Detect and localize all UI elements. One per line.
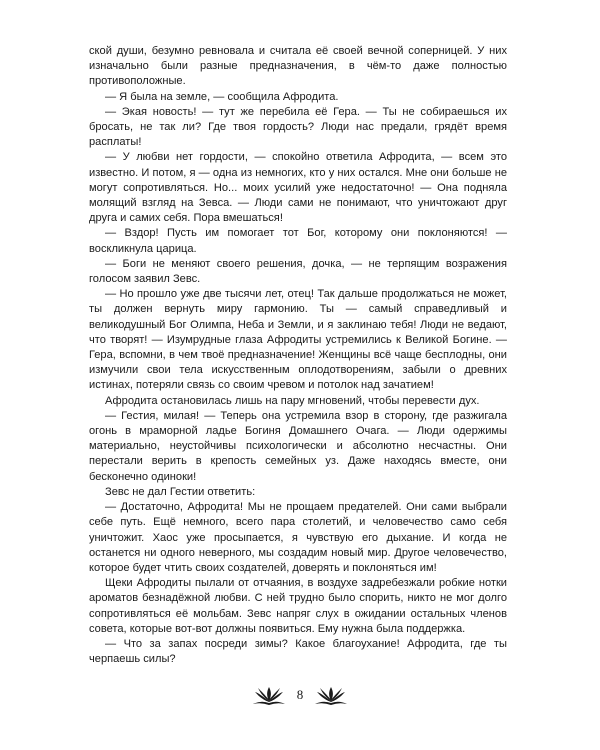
floral-ornament-icon: [311, 683, 351, 707]
paragraph: — Боги не меняют своего решения, дочка, — не терпящим возражения голосом заявил Зевс.: [89, 257, 507, 286]
paragraph: ской души, безумно ревновала и считала её своей вечной соперницей. У них изначально были разные предназначения, в чём-то даже полностью противоположные.: [89, 45, 507, 88]
paragraph: — Я была на земле, — сообщила Афродита.: [105, 90, 339, 103]
paragraph: — Вздор! Пусть им помогает тот Бог, которому они поклоняются! — воскликнула царица.: [89, 227, 507, 255]
paragraph: Зевс не дал Гестии ответить:: [105, 485, 256, 498]
page-body-text: [89, 44, 507, 667]
page-footer: [0, 680, 600, 710]
paragraph: — Достаточно, Афродита! Мы не прощаем предателей. Они сами выбрали себе путь. Ещё немного, всего пара столетий, и человечество само себя уничтожит. Хаос уже просыпается, я чувствую его дыхание. И когда не останется ни одного неверного, мы создадим новый мир. Другое человечество, которое будет чтить своих создателей, доверять и поклоняться им!: [89, 501, 507, 574]
paragraph: — Гестия, милая! — Теперь она устремила взор в сторону, где разжигала огонь в мраморной ладье Богиня Домашнего Очага. — Люди одержимы материально, неустойчивы психологически и абсолютно несчастны. Они перестали верить в крепость семейных уз. Даже находясь вместе, они бесконечно одиноки!: [89, 409, 507, 483]
paragraph: — Экая новость! — тут же перебила её Гера. — Ты не собираешься их бросать, не так ли? Где твоя гордость? Люди нас предали, грядёт время расплаты!: [89, 105, 507, 149]
paragraph: Афродита остановилась лишь на пару мгновений, чтобы перевести дух.: [105, 394, 480, 407]
paragraph: — У любви нет гордости, — спокойно ответила Афродита, — всем это известно. И потом, я — одна из немногих, кто у них остался. Мне они больше не могут сопротивляться. Но... моих усилий уже недостаточно! — Она подняла молящий взгляд на Зевса. — Люди сами не понимают, что уничтожают друг друга и самих себя. Пора вмешаться!: [89, 151, 507, 225]
floral-ornament-icon: [249, 683, 289, 707]
paragraph: — Но прошло уже две тысячи лет, отец! Так дальше продолжаться не может, ты должен вернуть миру гармонию. Ты — самый справедливый и великодушный Бог Олимпа, Неба и Земли, и я заклинаю тебя! Люди не ведают, что творят! — Изумрудные глаза Афродиты устремились к Великой Богине. — Гера, вспомни, в чем твоё предназначение! Женщины всё чаще бесплодны, они измучили свои тела искусственным оплодотворениям, забыли о древних истинах, потеряли связь со своим чревом и потолок над зачатием!: [89, 288, 507, 392]
page-number: 8: [296, 687, 304, 702]
paragraph: — Что за запах посреди зимы? Какое благоухание! Афродита, где ты черпаешь силы?: [89, 637, 507, 666]
paragraph: Щеки Афродиты пылали от отчаяния, в воздухе задребезжали робкие нотки ароматов безнадёжной любви. С ней трудно было спорить, никто не мог долго сопротивляться её мольбам. Зевс напряг слух в ожидании остальных членов совета, которые вот-вот должны появиться. Ему нужна была поддержка.: [89, 577, 507, 635]
